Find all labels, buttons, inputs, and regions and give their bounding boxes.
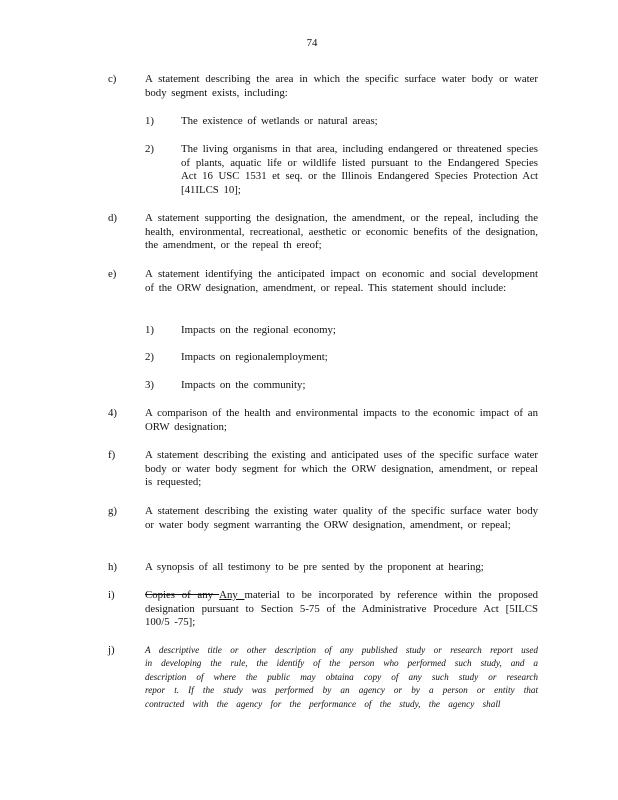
item-c-2-text: The living organisms in that area, including endangered or threatened species of plants, aquatic life or wildlife listed pursuant to the Endangered Species Act 16 USC 1531 et seq. or the Illinois Endangered Species Protection Act [41ILCS 10]; xyxy=(181,143,538,196)
item-e-3 xyxy=(145,379,538,393)
item-d-label: d) xyxy=(108,212,117,224)
item-e-2-text: Impacts on regionalemployment; xyxy=(181,351,328,363)
item-e-label: e) xyxy=(108,268,117,280)
item-f-label: f) xyxy=(108,449,116,461)
item-e-1-text: Impacts on the regional economy; xyxy=(181,324,336,336)
item-g-text: A statement describing the existing water quality of the specific surface water body or water body segment warranting the ORW designation, amendment, or repeal; xyxy=(145,505,538,531)
item-c-2-label: 2) xyxy=(145,143,154,155)
deleted-text: Copies of any xyxy=(145,589,220,601)
item-i-label: i) xyxy=(108,589,115,601)
item-e xyxy=(108,268,538,295)
item-c-2 xyxy=(145,143,538,197)
item-j-text: A descriptive title or other description of any published study or research report used in developing the rule, the identify of the person who performed such study, and a description of where the public may obtaina copy of any such study or research repor t. If the study was performed by an agency or by a person or entity that contracted with the agency for the performance of the study, the agency shall xyxy=(145,645,538,709)
item-c-1 xyxy=(145,115,538,129)
item-e-text: A statement identifying the anticipated impact on economic and social development of the ORW designation, amendment, or repeal. This statement should include: xyxy=(145,268,538,294)
item-c-1-text: The existence of wetlands or natural areas; xyxy=(181,115,378,127)
item-e-2-label: 2) xyxy=(145,351,154,363)
item-j xyxy=(108,644,538,711)
item-d-text: A statement supporting the designation, the amendment, or the repeal, including the health, environmental, recreational, aesthetic or economic benefits of the designation, the amendment, or the repeal th ereof; xyxy=(145,212,538,252)
inserted-text: Any xyxy=(219,589,245,601)
item-i xyxy=(108,589,538,630)
item-h-text: A synopsis of all testimony to be pre sented by the proponent at hearing; xyxy=(145,561,484,573)
item-i-text: material to be incorporated by reference within the proposed designation pursuant to Section 5-75 of the Administrative Procedure Act [5ILCS 100/5 -75]; xyxy=(145,589,539,629)
item-d xyxy=(108,212,538,253)
item-4-label: 4) xyxy=(108,407,117,419)
item-c xyxy=(108,73,538,100)
item-c-1-label: 1) xyxy=(145,115,154,127)
item-c-label: c) xyxy=(108,73,117,85)
item-4-text: A comparison of the health and environmental impacts to the economic impact of an ORW designation; xyxy=(145,407,538,433)
item-j-label: j) xyxy=(108,644,115,656)
item-e-3-text: Impacts on the community; xyxy=(181,379,306,391)
item-g xyxy=(108,505,538,532)
item-g-label: g) xyxy=(108,505,117,517)
item-e-1 xyxy=(145,324,538,338)
item-h xyxy=(108,561,538,575)
item-e-1-label: 1) xyxy=(145,324,154,336)
item-e-2 xyxy=(145,351,538,365)
page-number: 74 xyxy=(306,37,318,49)
item-i-body xyxy=(145,589,538,630)
item-f xyxy=(108,449,538,490)
item-4 xyxy=(108,407,538,434)
item-e-3-label: 3) xyxy=(145,379,154,391)
item-f-text: A statement describing the existing and anticipated uses of the specific surface water body or water body segment for which the ORW designation, amendment, or repeal is requested; xyxy=(145,449,538,489)
item-c-text: A statement describing the area in which the specific surface water body or water body segment exists, including: xyxy=(145,73,538,99)
item-h-label: h) xyxy=(108,561,117,573)
